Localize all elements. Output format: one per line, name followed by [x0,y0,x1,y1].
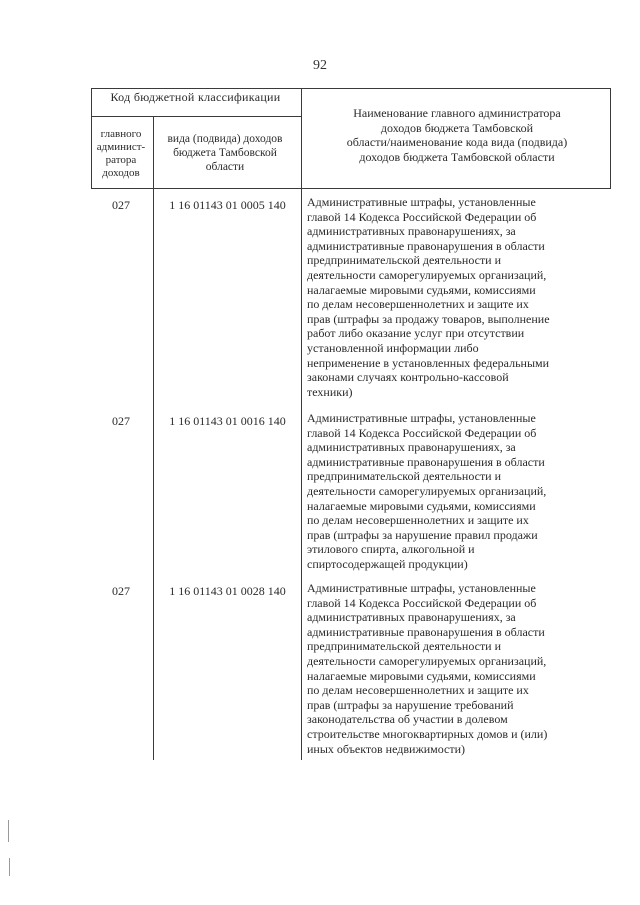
header-kind-line: бюджета Тамбовской [173,147,277,159]
column-divider-2 [301,88,302,760]
row-description [307,195,609,399]
description-line: работ либо оказание услуг при отсутствии [307,326,525,341]
header-bottom-border [91,188,611,189]
row-description [307,581,609,756]
table-right-border [610,88,611,188]
description-line: прав (штрафы за нарушение правил продажи [307,527,538,542]
description-line: иных объектов недвижимости) [307,741,466,756]
description-line: этилового спирта, алкогольной и [307,542,475,557]
description-line: законодательства об участии в долевом [307,712,508,727]
description-line: прав (штрафы за продажу товаров, выполнение [307,311,550,326]
budget-classification-table [91,88,611,760]
description-line: главой 14 Кодекса Российской Федерации об [307,425,537,440]
description-line: строительстве многоквартирных домов и (или) [307,726,548,741]
row-kbk-code: 1 16 01143 01 0016 140 [169,414,286,428]
header-name-line: Наименование главного администратора [353,106,561,120]
description-line: административные правонарушения в области [307,454,545,469]
description-line: деятельности саморегулируемых организаций, [307,483,547,498]
description-line: административные правонарушения в области [307,238,545,253]
header-admin-line: доходов [102,167,140,179]
header-admin-line: ратора [105,154,137,166]
description-line: по делам несовершеннолетних и защите их [307,683,529,698]
description-line: деятельности саморегулируемых организаций, [307,653,547,668]
description-line: налагаемые мировыми судьями, комиссиями [307,668,536,683]
header-admin-line: главного [100,128,142,140]
description-line: установленной информации либо [307,340,479,355]
header-kind-line: области [205,161,245,173]
description-line: административных правонарушениях, за [307,610,516,625]
description-line: деятельности саморегулируемых организаций, [307,267,547,282]
description-line: главой 14 Кодекса Российской Федерации об [307,595,537,610]
description-line: административные правонарушения в области [307,624,545,639]
description-line: законами случаях контрольно-кассовой [307,370,509,385]
header-kind-line: вида (подвида) доходов [167,133,283,145]
description-line: по делам несовершеннолетних и защите их [307,297,529,312]
header-name [307,106,607,164]
page-number: 92 [313,58,327,73]
description-line: Административные штрафы, установленные [307,581,536,595]
description-line: главой 14 Кодекса Российской Федерации об [307,209,537,224]
description-line: спиртосодержащей продукции) [307,556,468,571]
header-income-kind [155,132,295,174]
header-group-title: Код бюджетной классификации [110,90,281,104]
description-line: административных правонарушениях, за [307,440,516,455]
header-name-line: доходов бюджета Тамбовской [380,120,534,135]
description-line: неприменение в установленных федеральными [307,355,550,370]
column-divider-1 [153,116,154,760]
description-line: предпринимательской деятельности и [307,253,502,268]
row-kbk-code: 1 16 01143 01 0005 140 [169,198,286,212]
description-line: налагаемые мировыми судьями, комиссиями [307,282,536,297]
row-admin-code: 027 [112,414,130,428]
description-line: предпринимательской деятельности и [307,639,502,654]
description-line: административных правонарушениях, за [307,224,516,239]
row-admin-code: 027 [112,198,130,212]
description-line: предпринимательской деятельности и [307,469,502,484]
description-line: прав (штрафы за нарушение требований [307,697,514,712]
table-top-border [91,88,611,89]
row-kbk-code: 1 16 01143 01 0028 140 [169,584,286,598]
header-admin-code [91,128,151,180]
description-line: Административные штрафы, установленные [307,411,536,425]
header-admin-line: админист- [96,141,146,153]
row-description [307,411,609,572]
scan-artifact [8,820,9,842]
description-line: по делам несовершеннолетних и защите их [307,513,529,528]
header-name-line: доходов бюджета Тамбовской области [359,149,555,164]
header-group-underline [91,116,301,117]
row-admin-code: 027 [112,584,130,598]
description-line: Административные штрафы, установленные [307,195,536,209]
description-line: техники) [307,384,353,399]
description-line: налагаемые мировыми судьями, комиссиями [307,498,536,513]
header-name-line: области/наименование кода вида (подвида) [346,135,568,149]
scan-artifact [9,858,10,876]
